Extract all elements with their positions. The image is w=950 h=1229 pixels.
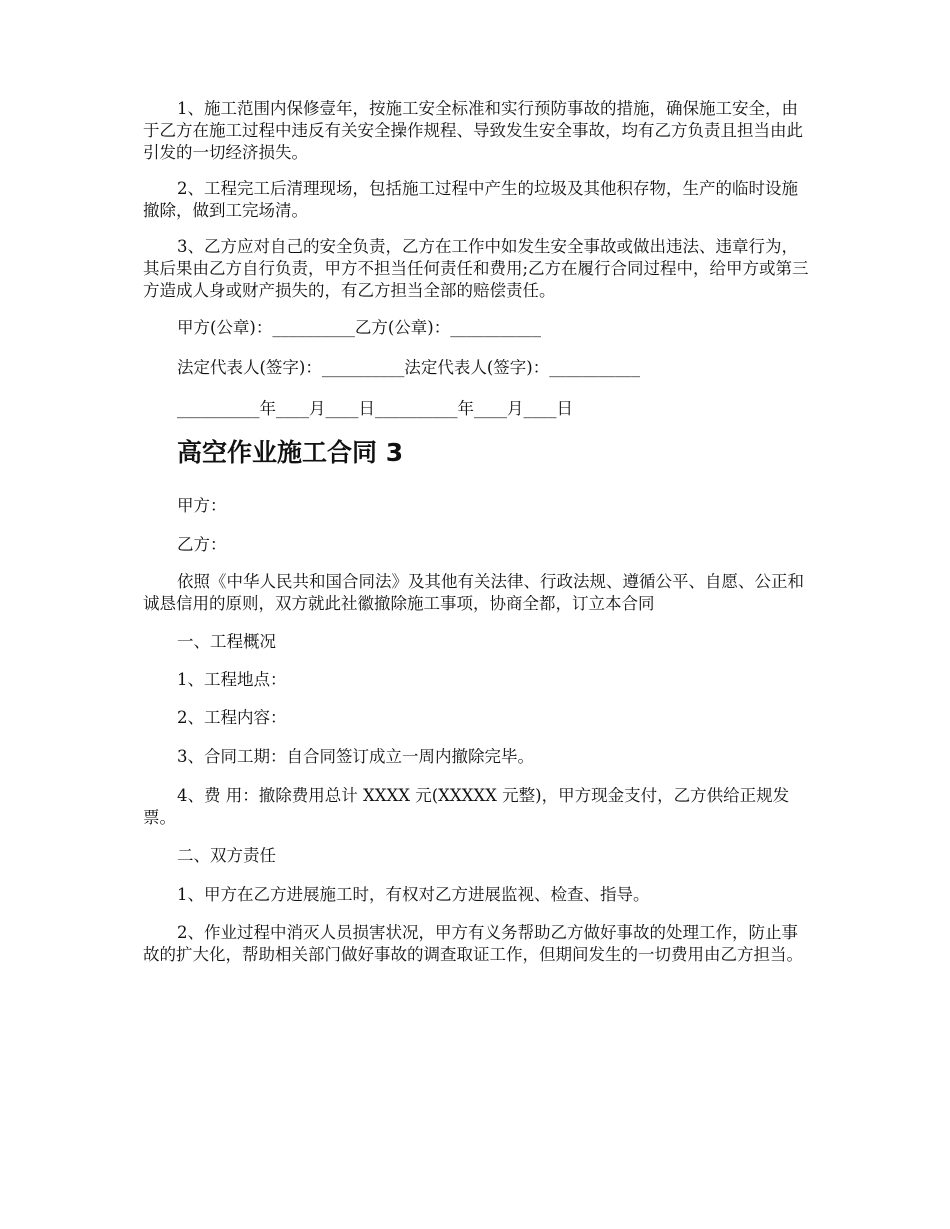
item-contract-period: 3、合同工期：自合同签订成立一周内撤除完毕。 xyxy=(177,747,534,766)
item-fees: 4、费 用：撤除费用总计 XXXX 元(XXXXX 元整)，甲方现金支付，乙方供给正规发票。 xyxy=(143,786,790,827)
section-heading-responsibilities: 二、双方责任 xyxy=(177,846,276,865)
section-heading-overview: 一、工程概况 xyxy=(177,632,276,651)
duty-party-a-supervision: 1、甲方在乙方进展施工时，有权对乙方进展监视、检查、指导。 xyxy=(177,885,650,904)
seal-signature-line: 甲方(公章)：__________乙方(公章)：___________ xyxy=(177,318,541,337)
representative-signature-line: 法定代表人(签字)：__________法定代表人(签字)：___________ xyxy=(177,358,640,377)
contract-title: 高空作业施工合同 3 xyxy=(177,438,404,467)
party-b-label: 乙方： xyxy=(177,535,227,554)
paragraph-site-cleanup: 2、工程完工后清理现场，包括施工过程中产生的垃圾及其他积存物，生产的临时设施撤除，做到工完场清。 xyxy=(143,179,798,220)
item-project-content: 2、工程内容： xyxy=(177,708,287,727)
item-project-location: 1、工程地点： xyxy=(177,670,287,689)
paragraph-party-b-liability: 3、乙方应对自己的安全负责，乙方在工作中如发生安全事故或做出违法、违章行为，其后果由乙方自行负责，甲方不担当任何责任和费用;乙方在履行合同过程中，给甲方或第三方造成人身或财产损失的，有乙方担当全部的赔偿责任。 xyxy=(143,237,809,300)
party-a-label: 甲方： xyxy=(177,496,227,515)
paragraph-safety-warranty: 1、施工范围内保修壹年，按施工安全标准和实行预防事故的措施，确保施工安全，由于乙方在施工过程中违反有关安全操作规程、导致发生安全事故，均有乙方负责且担当由此引发的一切经济损失。 xyxy=(143,99,803,162)
date-signature-line: __________年____月____日__________年____月____日 xyxy=(177,399,573,418)
duty-accident-handling: 2、作业过程中消灭人员损害状况，甲方有义务帮助乙方做好事故的处理工作，防止事故的扩大化，帮助相关部门做好事故的调查取证工作，但期间发生的一切费用由乙方担当。 xyxy=(143,923,803,964)
contract-intro: 依照《中华人民共和国合同法》及其他有关法律、行政法规、遵循公平、自愿、公正和诚恳信用的原则，双方就此社徽撤除施工事项，协商全都，订立本合同 xyxy=(143,572,804,613)
